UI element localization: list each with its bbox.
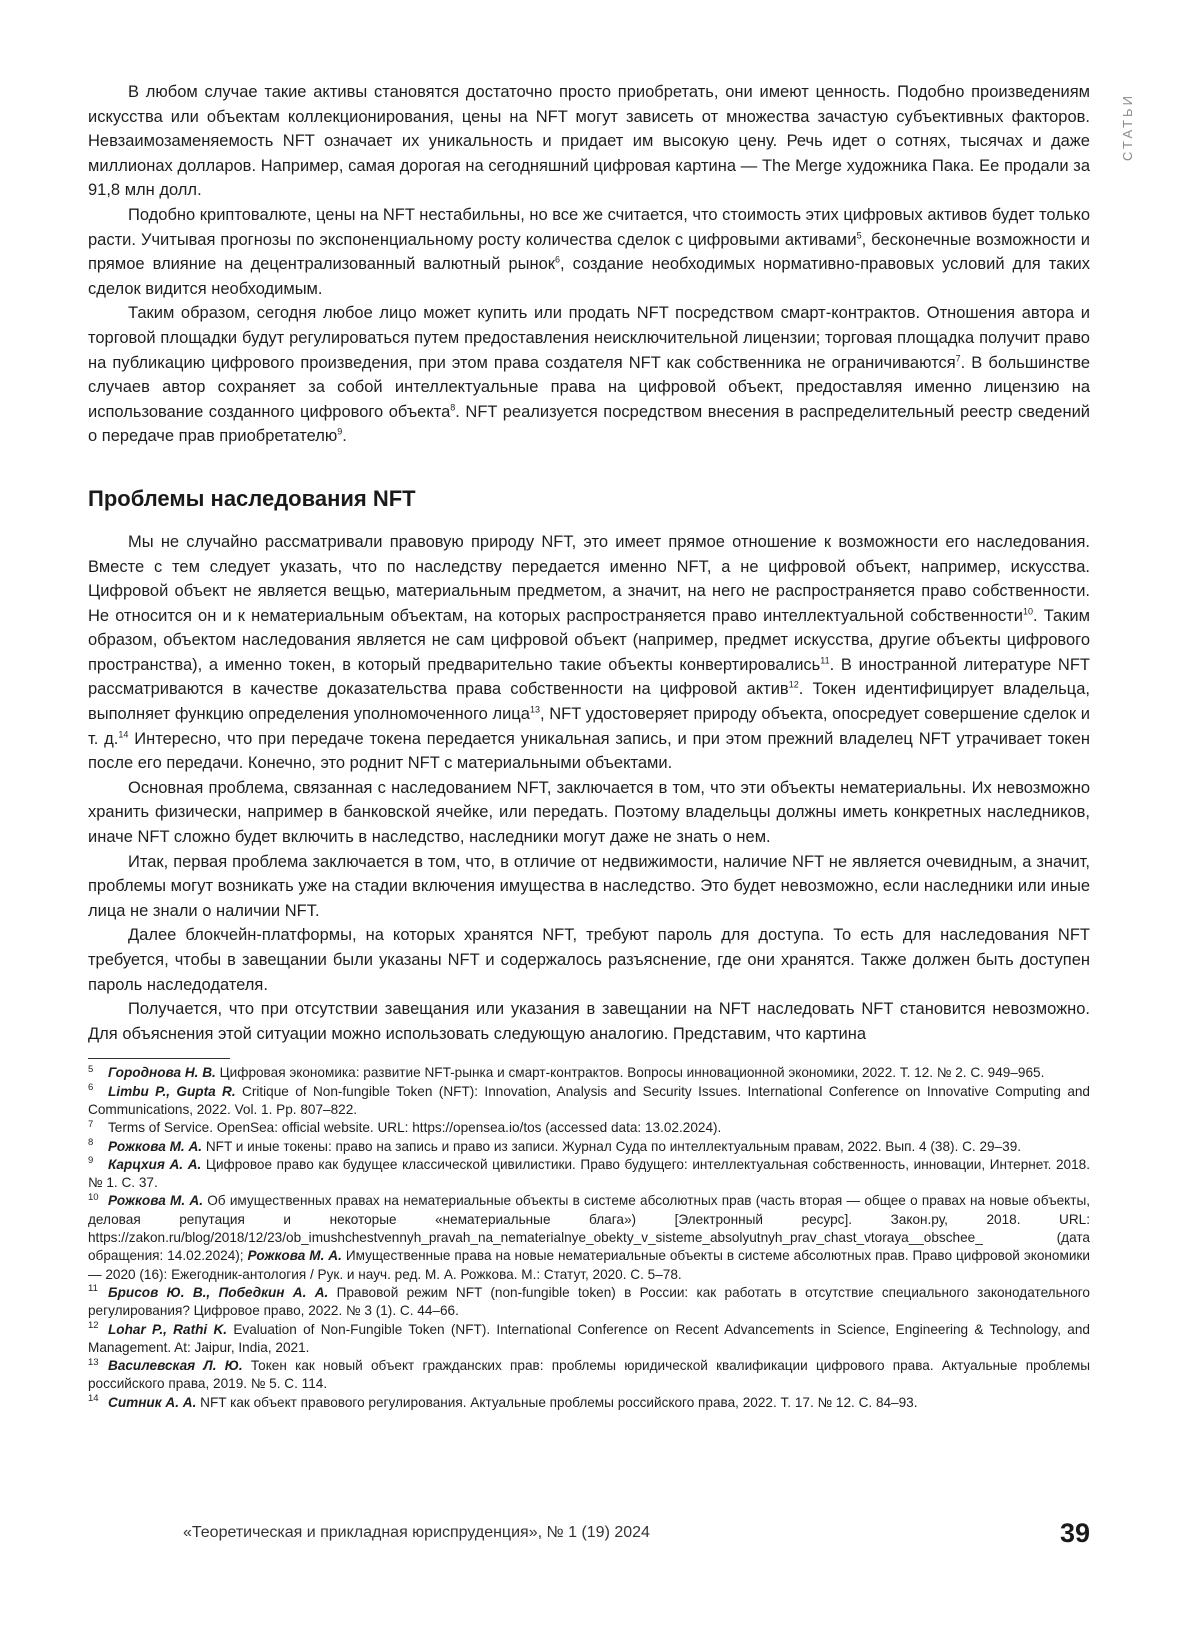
paragraph <box>88 203 1090 301</box>
paragraph-text: . <box>342 427 347 446</box>
footnote-author: Limbu P., Gupta R. <box>108 1083 236 1099</box>
paragraph <box>88 530 1090 776</box>
footnote-author: Ситник А. А. <box>108 1394 197 1410</box>
footnote-text: Об имущественных правах на нематериальные объекты в системе абсолютных прав (часть вторая — общее о правах на новые объекты, деловая репутация и некоторые «нематериальные блага») [Электронный ресурс]. Закон.ру, 2018. URL: https://zakon.ru/blog/2018/12/23/ob_imushchestvennyh_pravah_na_nematerialnye_obekty_v_sisteme_absolyutnyh_prav_chast_vtoraya__obschee_ (дата обращения: 14.02.2024); <box>88 1193 1091 1264</box>
paragraph <box>88 923 1090 997</box>
footnote: 6 Limbu P., Gupta R. Critique of Non-fungible Token (NFT): Innovation, Analysis and Security Issues. International Conference on Innovative Computing and Communications, 2022. Vol. 1. Pp. 807–822. <box>88 1082 1090 1117</box>
page-footer <box>88 1518 1090 1558</box>
paragraph-text: . NFT реализуется посредством внесения в распределительный реестр сведений о передаче прав приобретателю <box>88 402 1090 446</box>
paragraph-text: Подобно криптовалюте, цены на NFT нестабильны, но все же считается, что стоимость этих цифровых активов будет только расти. Учитывая прогнозы по экспоненциальному росту количества сделок с цифровыми активами <box>88 205 1091 249</box>
footnote-text: NFT как объект правового регулирования. Актуальные проблемы российского права, 2022. Т. 17. № 12. С. 84–93. <box>196 1394 918 1410</box>
footnote-ref[interactable]: 11 <box>820 655 830 666</box>
footnote-author: Рожкова М. А. <box>108 1193 203 1209</box>
footnote-text: Цифровое право как будущее классической цивилистики. Право будущего: интеллектуальная собственность, инновации, Интернет. 2018. № 1. С. 37. <box>88 1156 1091 1191</box>
footnote-author: Василевская Л. Ю. <box>108 1358 243 1374</box>
footnote-author: Карцхия А. А. <box>108 1156 202 1172</box>
paragraph-text: , NFT удостоверяет природу объекта, опосредует совершение сделок и т. д. <box>88 705 1091 748</box>
footnote-author: Городнова Н. В. <box>108 1065 216 1081</box>
footnote-ref[interactable]: 12 <box>788 679 799 690</box>
paragraph-text: Мы не случайно рассматривали правовую природу NFT, это имеет прямое отношение к возможности его наследования. Вместе с тем следует указать, что по наследству передается именно NFT, а не цифровой объект, например, искусства. Цифровой объект не является вещью, материальным предметом, а значит, на него не распространяется право собственности. Не относится он и к нематериальным объектам, на которых распространяется право интеллектуальной собственности <box>88 532 1090 625</box>
footnote-ref[interactable]: 8 <box>450 402 456 413</box>
paragraph <box>88 301 1090 449</box>
paragraph-text: Основная проблема, связанная с наследованием NFT, заключается в том, что эти объекты нематериальны. Их невозможно хранить физически, например в банковской ячейке, или передать. Поэтому владельцы должны иметь конкретных наследников, иначе NFT сложно будет включить в наследство, наследники могут даже не знать о нем. <box>88 778 1090 847</box>
article-body <box>88 80 1090 1412</box>
paragraph <box>88 776 1090 850</box>
footnote: 7 Terms of Service. OpenSea: official website. URL: https://opensea.io/tos (accessed data: 13.02.2024). <box>88 1118 722 1136</box>
footnote-divider <box>88 1058 230 1059</box>
footnote-text: Critique of Non-fungible Token (NFT): Innovation, Analysis and Security Issues. International Conference on Innovative Computing and Communications, 2022. Vol. 1. Pp. 807–822. <box>88 1083 1090 1117</box>
footnote-ref[interactable]: 13 <box>529 704 540 715</box>
footnote: 13 Василевская Л. Ю. Токен как новый объект гражданских прав: проблемы юридической квалификации цифрового права. Актуальные проблемы российского права, 2019. № 5. С. 114. <box>88 1356 1090 1392</box>
paragraph <box>88 80 1090 203</box>
paragraph-text: В любом случае такие активы становятся достаточно просто приобретать, они имеют ценность. Подобно произведениям искусства или объектам коллекционирования, цены на NFT могут зависеть от множества зачастую субъективных факторов. Невзаимозаменяемость NFT означает их уникальность и придает им высокую цену. Речь идет о сотнях, тысячах и даже миллионах долларов. Например, самая дорогая на сегодняшний цифровая картина — The Merge художника Пака. Ее продали за 91,8 млн долл. <box>88 83 1090 200</box>
paragraph-text: , бесконечные возможности и прямое влияние на децентрализованный валютный рынок <box>88 230 1090 274</box>
footnote-ref[interactable]: 6 <box>555 254 561 265</box>
footnote-text: NFT и иные токены: право на запись и право из записи. Журнал Суда по интеллектуальным правам, 2022. Вып. 4 (38). С. 29–39. <box>202 1138 1022 1154</box>
footnote-author: Lohar P., Rathi K. <box>108 1321 228 1337</box>
paragraph <box>88 850 1090 924</box>
section-heading: Проблемы наследования NFT <box>88 485 416 511</box>
footnote: 8 Рожкова М. А. NFT и иные токены: право на запись и право из записи. Журнал Суда по интеллектуальным правам, 2022. Вып. 4 (38). С. 29–39. <box>88 1137 1022 1154</box>
paragraph-text: . Таким образом, объектом наследования является не сам цифровой объект (например, предмет искусства, другие объекты цифрового пространства), а именно токен, в который предварительно такие объекты конвертировались <box>88 606 1090 674</box>
paragraph <box>88 997 1090 1046</box>
paragraph-text: Получается, что при отсутствии завещания или указания в завещании на NFT наследовать NFT становится невозможно. Для объяснения этой ситуации можно использовать следующую аналогию. Представим, что картина <box>88 1000 1090 1043</box>
footnote-text: Имущественные права на новые нематериальные объекты в системе абсолютных прав. Право цифровой экономики — 2020 (16): Ежегодник-антология / Рук. и науч. ред. М. А. Рожкова. М.: Статут, 2020. С. 5–78. <box>88 1248 1090 1282</box>
footnote-text: Evaluation of Non-Fungible Token (NFT). International Conference on Recent Advancements in Science, Engineering & Technology, and Management. At: Jaipur, India, 2021. <box>88 1321 1090 1355</box>
paragraph-text: Итак, первая проблема заключается в том, что, в отличие от недвижимости, наличие NFT не является очевидным, а значит, проблемы могут возникать уже на стадии включения имущества в наследство. Это будет невозможно, если наследники или иные лица не знали о наличии NFT. <box>88 852 1090 920</box>
paragraph-text: Интересно, что при передаче токена передается уникальная запись, и при этом прежний владелец NFT утрачивает токен после его передачи. Конечно, это роднит NFT с материальными объектами. <box>88 729 1091 773</box>
footnote: 10 Рожкова М. А. Об имущественных правах на нематериальные объекты в системе абсолютных прав (часть вторая — общее о правах на новые объекты, деловая репутация и некоторые «нематериальные блага») [Электронный ресурс]. Закон.ру, 2018. URL: https://zakon.ru/blog/2018/12/23/ob_imushchestvennyh_pravah_na_nematerialnye_obekty_v_sisteme_absolyutnyh_prav_chast_vtoraya__obschee_ (дата обращения: 14.02.2024); Рожкова М. А. Имущественные права на новые нематериальные объекты в системе абсолютных прав. Право цифровой экономики — 2020 (16): Ежегодник-антология / Рук. и науч. ред. М. А. Рожкова. М.: Статут, 2020. С. 5–78. <box>88 1191 1091 1282</box>
journal-title: «Теоретическая и прикладная юриспруденция», № 1 (19) 2024 <box>183 1524 650 1541</box>
paragraph-text: . Токен идентифицирует владельца, выполняет функцию определения уполномоченного лица <box>88 680 1090 724</box>
paragraph-text: , создание необходимых нормативно-правовых условий для таких сделок видится необходимым. <box>88 255 1090 298</box>
page-number: 39 <box>1059 1518 1090 1548</box>
footnote-ref[interactable]: 5 <box>856 230 862 241</box>
footnote-text: Правовой режим NFT (non-fungible token) в России: как работать в отсутствие специального законодательного регулирования? Цифровое право, 2022. № 3 (1). С. 44–66. <box>88 1284 1090 1319</box>
footnote: 9 Карцхия А. А. Цифровое право как будущее классической цивилистики. Право будущего: интеллектуальная собственность, инновации, Интернет. 2018. № 1. С. 37. <box>88 1155 1091 1191</box>
footnote-ref[interactable]: 14 <box>118 729 129 740</box>
paragraph-text: Далее блокчейн-платформы, на которых хранятся NFT, требуют пароль для доступа. То есть для наследования NFT требуется, чтобы в завещании были указаны NFT и содержалось разъяснение, где они хранятся. Также должен быть доступен пароль наследодателя. <box>88 926 1090 994</box>
footnote-text: Terms of Service. OpenSea: official website. URL: https://opensea.io/tos (accessed data: 13.02.2024). <box>108 1120 722 1136</box>
footnote-ref[interactable]: 10 <box>1022 606 1033 617</box>
footnote-author: Брисов Ю. В., Победкин А. А. <box>108 1284 329 1300</box>
footnote: 5 Городнова Н. В. Цифровая экономика: развитие NFT-рынка и смарт-контрактов. Вопросы инновационной экономики, 2022. Т. 12. № 2. С. 949–965. <box>88 1063 1045 1081</box>
footnote-author: Рожкова М. А. <box>247 1248 342 1264</box>
footnote: 12 Lohar P., Rathi K. Evaluation of Non-Fungible Token (NFT). International Conference on Recent Advancements in Science, Engineering & Technology, and Management. At: Jaipur, India, 2021. <box>88 1320 1090 1355</box>
footnote: 14 Ситник А. А. NFT как объект правового регулирования. Актуальные проблемы российского права, 2022. Т. 17. № 12. С. 84–93. <box>88 1393 918 1410</box>
footnote-ref[interactable]: 7 <box>955 353 961 364</box>
paragraph-text: . В большинстве случаев автор сохраняет за собой интеллектуальные права на цифровой объект, предоставляя именно лицензию на использование созданного цифрового объекта <box>88 353 1090 421</box>
paragraph-text: Таким образом, сегодня любое лицо может купить или продать NFT посредством смарт-контрактов. Отношения автора и торговой площадки будут регулироваться путем предоставления неисключительной лицензии; торговая площадка получит право на публикацию цифрового произведения, при этом права создателя NFT как собственника не ограничиваются <box>88 304 1090 372</box>
footnotes <box>88 1064 1090 1412</box>
footnote: 11 Брисов Ю. В., Победкин А. А. Правовой режим NFT (non-fungible token) в России: как работать в отсутствие специального законодательного регулирования? Цифровое право, 2022. № 3 (1). С. 44–66. <box>88 1283 1090 1319</box>
footnote-text: Токен как новый объект гражданских прав: проблемы юридической квалификации цифрового права. Актуальные проблемы российского права, 2019. № 5. С. 114. <box>88 1358 1090 1392</box>
footnote-ref[interactable]: 9 <box>337 426 343 437</box>
paragraph-text: . В иностранной литературе NFT рассматриваются в качестве доказательства права собственности на цифровой актив <box>88 655 1090 699</box>
footnote-author: Рожкова М. А. <box>108 1138 203 1154</box>
footnote-text: Цифровая экономика: развитие NFT-рынка и смарт-контрактов. Вопросы инновационной экономики, 2022. Т. 12. № 2. С. 949–965. <box>215 1065 1045 1081</box>
section-side-label: СТАТЬИ <box>1120 93 1135 161</box>
